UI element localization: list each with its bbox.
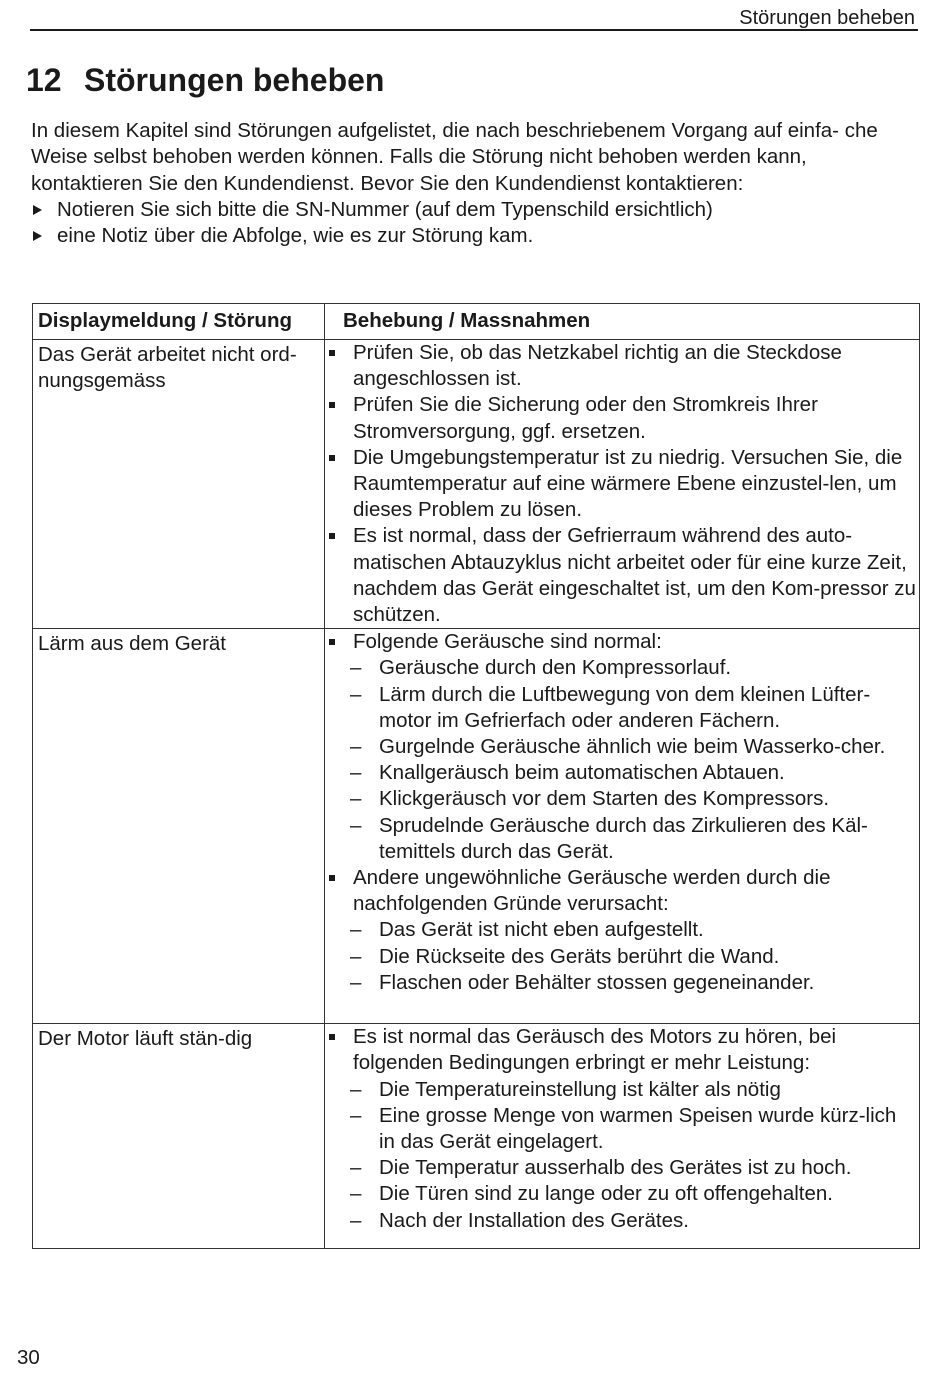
remedy-item [329,523,917,628]
remedy-subitem-text: Sprudelnde Geräusche durch das Zirkulieren des Käl-temittels durch das Gerät. [379,813,868,863]
remedy-item [329,392,917,444]
dash-bullet-icon: – [350,682,362,706]
table-row [33,1024,920,1249]
triangle-bullet-icon [33,205,42,215]
intro-paragraph: In diesem Kapitel sind Störungen aufgelistet, die nach beschriebenem Vorgang auf einfa- che Weise selbst behoben werden können. Falls die Störung nicht behoben werden kann, kontaktieren Sie den Kundendienst. Bevor Sie den Kundendienst kontaktieren: [31,119,878,195]
remedy-text: Die Umgebungstemperatur ist zu niedrig. Versuchen Sie, die Raumtemperatur auf eine wärmere Ebene einzustel-len, um dieses Problem zu lösen. [353,445,903,522]
remedy-subitem [329,734,917,760]
remedy-subitem [329,1208,917,1234]
remedy-subitem [329,1077,917,1103]
remedy-list [329,340,917,628]
remedy-subitem [329,944,917,970]
intro-bullet [31,223,911,249]
dash-bullet-icon: – [350,1208,362,1232]
square-bullet-icon [329,639,335,645]
remedy-list [329,629,917,996]
remedy-subitem-text: Eine grosse Menge von warmen Speisen wurde kürz-lich in das Gerät eingelagert. [379,1103,897,1154]
remedy-list [329,1024,917,1234]
remedy-text: Es ist normal, dass der Gefrierraum während des auto-matischen Abtauzyklus nicht arbeitet oder für eine kurze Zeit, nachdem das Gerät eingeschaltet ist, um den Kom-pressor zu schützen. [353,524,916,627]
remedy-subitem-text: Gurgelnde Geräusche ähnlich wie beim Wasserko-cher. [379,735,886,759]
remedy-subitem [329,786,917,812]
remedy-cell [325,1024,920,1249]
remedy-subitem-text: Klickgeräusch vor dem Starten des Kompressors. [379,787,830,811]
remedy-text: Folgende Geräusche sind normal: [353,630,662,654]
remedy-item [329,340,917,392]
square-bullet-icon [329,1034,335,1040]
remedy-subitem-text: Knallgeräusch beim automatischen Abtauen. [379,761,785,785]
remedy-subitem-text: Die Temperatureinstellung ist kälter als nötig [379,1077,781,1101]
chapter-number: 12 [26,62,62,98]
remedy-text: Andere ungewöhnliche Geräusche werden durch die nachfolgenden Gründe verursacht: [353,866,831,916]
intro-bullet-list [31,197,911,250]
intro-bullet-text: Notieren Sie sich bitte die SN-Nummer (auf dem Typenschild ersichtlich) [57,197,713,221]
square-bullet-icon [329,875,335,881]
column-header-remedy: Behebung / Massnahmen [325,304,920,340]
remedy-subitem-text: Geräusche durch den Kompressorlauf. [379,656,732,680]
square-bullet-icon [329,402,335,408]
fault-condition-cell: Lärm aus dem Gerät [33,629,325,1024]
square-bullet-icon [329,350,335,356]
triangle-bullet-icon [33,231,42,241]
square-bullet-icon [329,533,335,539]
dash-bullet-icon: – [350,1077,362,1101]
dash-bullet-icon: – [350,970,362,994]
square-bullet-icon [329,455,335,461]
remedy-item [329,865,917,917]
remedy-cell [325,629,920,1024]
dash-bullet-icon: – [350,761,362,785]
chapter-title-text: Störungen beheben [84,62,385,98]
remedy-item [329,445,917,524]
remedy-subitem-text: Lärm durch die Luftbewegung von dem kleinen Lüfter-motor im Gefrierfach oder anderen Fächern. [379,682,871,732]
table-row [33,629,920,1024]
table-header-row [33,304,920,340]
remedy-subitem-text: Flaschen oder Behälter stossen gegeneinander. [379,970,815,994]
dash-bullet-icon: – [350,787,362,811]
troubleshooting-table [32,303,920,1249]
intro-bullet-text: eine Notiz über die Abfolge, wie es zur Störung kam. [57,224,534,248]
remedy-subitem-text: Die Temperatur ausserhalb des Gerätes ist zu hoch. [379,1156,852,1180]
remedy-subitem-text: Die Türen sind zu lange oder zu oft offengehalten. [379,1182,833,1206]
remedy-text: Prüfen Sie die Sicherung oder den Stromkreis Ihrer Stromversorgung, ggf. ersetzen. [353,393,818,443]
dash-bullet-icon: – [350,813,362,837]
remedy-item [329,629,917,655]
remedy-subitem [329,917,917,943]
table-row [33,340,920,629]
column-header-condition: Displaymeldung / Störung [33,304,325,340]
chapter-title [26,60,384,100]
remedy-text: Es ist normal das Geräusch des Motors zu hören, bei folgenden Bedingungen erbringt er mehr Leistung: [353,1025,837,1075]
remedy-subitem [329,1103,917,1155]
remedy-text: Prüfen Sie, ob das Netzkabel richtig an die Steckdose angeschlossen ist. [353,341,842,391]
dash-bullet-icon: – [350,1156,362,1180]
remedy-subitem-text: Die Rückseite des Geräts berührt die Wand. [379,944,780,968]
remedy-cell [325,340,920,629]
dash-bullet-icon: – [350,735,362,759]
dash-bullet-icon: – [350,1182,362,1206]
dash-bullet-icon: – [350,1103,362,1127]
remedy-subitem [329,813,917,865]
running-header-title: Störungen beheben [739,7,915,29]
remedy-subitem [329,970,917,996]
remedy-subitem [329,1181,917,1207]
dash-bullet-icon: – [350,656,362,680]
remedy-subitem [329,1155,917,1181]
dash-bullet-icon: – [350,918,362,942]
dash-bullet-icon: – [350,944,362,968]
remedy-subitem-text: Das Gerät ist nicht eben aufgestellt. [379,918,704,942]
intro-bullet [31,197,911,223]
remedy-subitem-text: Nach der Installation des Gerätes. [379,1208,689,1232]
remedy-item [329,1024,917,1076]
running-header [30,0,918,31]
remedy-subitem [329,760,917,786]
intro-section [31,118,911,249]
remedy-subitem [329,655,917,681]
page-number: 30 [17,1346,40,1369]
fault-condition-cell: Der Motor läuft stän-dig [33,1024,325,1249]
remedy-subitem [329,682,917,734]
fault-condition-cell: Das Gerät arbeitet nicht ord-nungsgemäss [33,340,325,629]
